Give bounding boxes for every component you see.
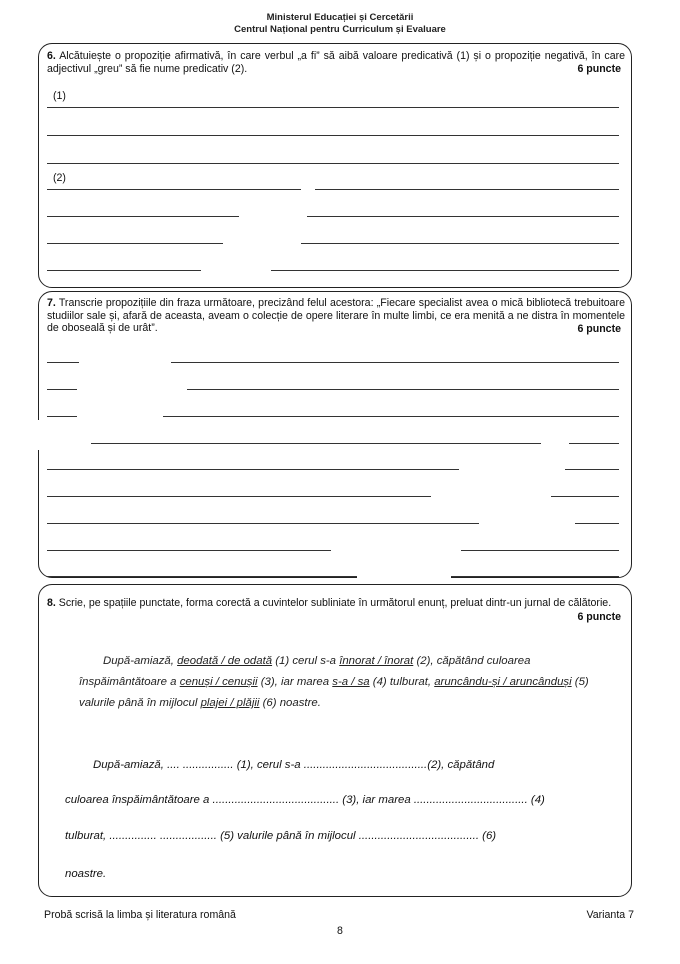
erased-area <box>331 542 461 556</box>
answer-line[interactable] <box>47 135 619 136</box>
underlined-word-4: s-a / sa <box>332 676 370 688</box>
answer-line[interactable] <box>47 107 619 108</box>
answer-line[interactable] <box>47 189 619 190</box>
question-6-box <box>38 43 632 288</box>
underlined-word-2: înnorat / înorat <box>339 655 414 667</box>
question-7-number: 7. <box>47 297 56 309</box>
erased-area <box>479 515 575 529</box>
footer-variant: Varianta 7 <box>586 909 634 921</box>
underlined-word-3: cenuși / cenușii <box>179 676 258 688</box>
fill-in-row-2[interactable]: culoarea înspăimântătoare a ........................................ (3), iar marea .................................... (4) <box>65 794 545 806</box>
erased-area <box>77 381 187 395</box>
erased-area <box>357 568 451 582</box>
question-6-points: 6 puncte <box>577 63 621 75</box>
underlined-word-6: plajei / plăjii <box>200 697 260 709</box>
erased-area <box>77 407 163 421</box>
underlined-word-1: deodată / de odată <box>177 655 273 667</box>
erased-area <box>301 184 315 194</box>
footer-subject: Probă scrisă la limba și literatura română <box>44 909 236 921</box>
answer-line[interactable] <box>47 163 619 164</box>
ministry-name: Ministerul Educației și Cercetării <box>266 12 414 23</box>
question-8-points: 6 puncte <box>577 611 621 623</box>
fill-in-row-1[interactable]: După-amiază, .... ................ (1), cerul s-a .......................................(2), căpătând <box>93 759 495 771</box>
answer-line[interactable] <box>47 443 619 444</box>
question-6-text: Alcătuiește o propoziție afirmativă, în care verbul „a fi” să aibă valoare predicativă (1) și o propoziție negativă, în care adjectivul „greu” să fie nume predicativ (2). <box>47 50 626 75</box>
erased-area <box>459 461 565 475</box>
erased-area <box>35 420 91 450</box>
answer-line[interactable] <box>47 576 619 577</box>
source-passage: După-amiază, deodată / de odată (1) cerul s-a înnorat / înorat (2), căpătând culoarea înspăimântătoare a cenuși / cenușii (3), iar marea s-a / sa (4) tulburat, aruncându-și / aruncânduși (5) valurile până în mijlocul plajei / plăjii (6) noastre. <box>79 655 589 709</box>
question-8-text: Scrie, pe spațiile punctate, forma corectă a cuvintelor subliniate în următorul enunț, preluat dintr-un jurnal de călătorie. <box>58 597 612 609</box>
question-7-prompt <box>47 297 625 335</box>
answer-label-1: (1) <box>53 90 66 102</box>
page-header <box>0 12 680 36</box>
fill-in-row-4: noastre. <box>65 868 107 880</box>
erased-area <box>223 237 301 249</box>
question-7-box <box>38 291 632 578</box>
erased-area <box>79 354 171 368</box>
center-name: Centrul Național pentru Curriculum și Evaluare <box>234 24 446 35</box>
answer-line[interactable] <box>47 243 619 244</box>
question-6-number: 6. <box>47 50 56 62</box>
fill-in-row-3[interactable]: tulburat, ............... .................. (5) valurile până în mijlocul ...................................... (6) <box>65 830 497 842</box>
question-8-prompt <box>47 597 625 610</box>
underlined-word-5: aruncându-și / aruncânduși <box>434 676 572 688</box>
erased-area <box>239 210 307 222</box>
erased-area <box>541 435 569 449</box>
erased-area <box>431 488 551 502</box>
answer-line[interactable] <box>47 270 619 271</box>
question-7-text: Transcrie propozițiile din fraza următoare, precizând felul acestora: „Fiecare specialist avea o mică bibliotecă trebuitoare studiilor sale și, afară de aceasta, aveam o colecție de opere literare în multe limbi, ce era menită a ne distra în momentele de oboseală și de urât”. <box>47 297 625 335</box>
erased-area <box>201 252 271 282</box>
answer-label-2: (2) <box>53 172 66 184</box>
question-8-box <box>38 584 632 897</box>
question-6-prompt <box>47 50 625 75</box>
question-7-points: 6 puncte <box>577 323 621 335</box>
page-number: 8 <box>337 925 343 937</box>
answer-line[interactable] <box>47 216 619 217</box>
question-8-number: 8. <box>47 597 56 609</box>
